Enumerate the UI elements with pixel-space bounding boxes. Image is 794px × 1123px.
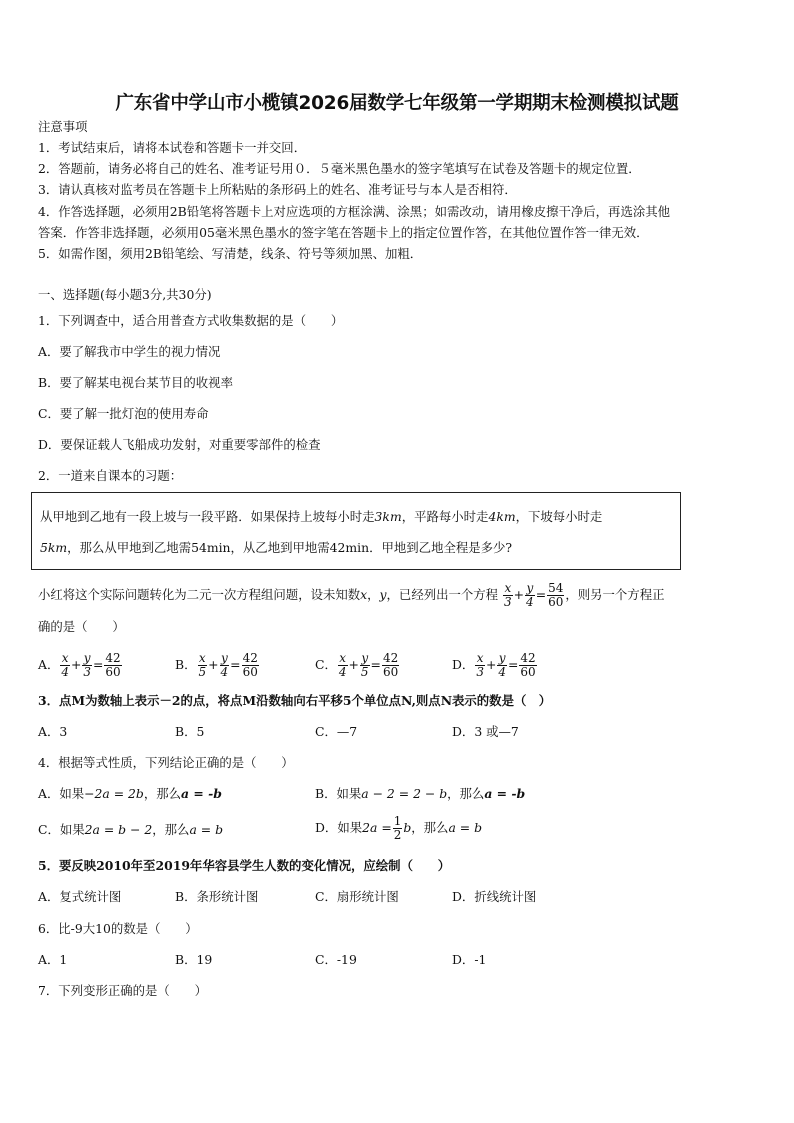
question-5-option-d: D．折线统计图 [452,889,537,904]
question-2-option-a: A． $\frac{x}{4}$ + $\frac{y}{3}$ = $\frac{42}{60}$ [38,651,121,679]
notice-item-1: 1．考试结束后，请将本试卷和答题卡一并交回． [38,140,307,155]
question-3-stem: 3．点M为数轴上表示－2的点，将点M沿数轴向右平移5个单位点N,则点N表示的数是（ ） [38,693,552,708]
question-7-stem: 7．下列变形正确的是（ ） [38,983,207,998]
question-6-option-d: D．-1 [452,952,487,967]
notice-item-5: 5．如需作图，须用2B铅笔绘、写清楚，线条、符号等须加黑、加粗． [38,246,423,261]
textbook-problem-box [31,492,681,570]
notice-item-4: 4．作答选择题，必须用2B铅笔将答题卡上对应选项的方框涂满、涂黑；如需改动，请用橡皮擦干净后，再选涂其他 [38,204,671,219]
question-5-option-c: C．扇形统计图 [315,889,399,904]
notice-item-4-cont: 答案．作答非选择题，必须用05毫米黑色墨水的签字笔在答题卡上的指定位置作答，在其他位置作答一律无效． [38,225,649,240]
question-2-description-cont: 确的是（ ） [38,619,125,634]
question-3-option-b: B．5 [175,724,205,739]
notice-heading: 注意事项 [38,119,88,134]
question-4-option-d: D．如果2a = $\frac{1}{2}$ b，那么a = b [315,814,483,842]
question-6-option-a: A．1 [38,952,68,967]
question-4-stem: 4．根据等式性质，下列结论正确的是（ ） [38,755,294,770]
question-4-option-b: B．如果a − 2 = 2 − b，那么a = -b [315,786,526,801]
section-heading: 一、选择题(每小题3分,共30分) [38,287,212,302]
question-2-description: 小红将这个实际问题转化为二元一次方程组问题，设未知数x，y，已经列出一个方程 $\frac{x}{3}$ + $\frac{y}{4}$ = $\frac{54}{60}$ ，则另一个方程正 [38,581,665,609]
question-1-stem: 1．下列调查中，适合用普查方式收集数据的是（ ） [38,313,344,328]
page-title: 广东省中学山市小榄镇2026届数学七年级第一学期期末检测模拟试题 [115,93,679,114]
question-3-option-d: D．3 或—7 [452,724,519,739]
question-6-option-c: C．-19 [315,952,357,967]
question-4-option-c: C．如果2a = b − 2，那么a = b [38,822,224,837]
question-5-option-a: A．复式统计图 [38,889,122,904]
question-1-option-a: A．要了解我市中学生的视力情况 [38,344,221,359]
question-2-option-c: C． $\frac{x}{4}$ + $\frac{y}{5}$ = $\frac{42}{60}$ [315,651,399,679]
question-1-option-b: B．要了解某电视台某节目的收视率 [38,375,233,390]
question-1-option-c: C．要了解一批灯泡的使用寿命 [38,406,209,421]
question-6-stem: 6．比-9大10的数是（ ） [38,921,198,936]
question-3-option-c: C．—7 [315,724,358,739]
given-eq-x-frac: $\frac{x}{3}$ [504,581,512,609]
question-2-option-d: D． $\frac{x}{3}$ + $\frac{y}{4}$ = $\frac{42}{60}$ [452,651,536,679]
textbook-problem-line-2: 5km，那么从甲地到乙地需54min，从乙地到甲地需42min．甲地到乙地全程是多少? [40,540,513,555]
notice-item-3: 3．请认真核对监考员在答题卡上所粘贴的条形码上的姓名、准考证号与本人是否相符． [38,182,517,197]
question-1-option-d: D．要保证载人飞船成功发射，对重要零部件的检查 [38,437,321,452]
notice-item-2: 2．答题前，请务必将自己的姓名、准考证号用０．５毫米黑色墨水的签字笔填写在试卷及答题卡的规定位置． [38,161,641,176]
question-5-stem: 5．要反映2010年至2019年华容县学生人数的变化情况，应绘制（ ） [38,858,451,873]
question-5-option-b: B．条形统计图 [175,889,259,904]
textbook-problem-line-1: 从甲地到乙地有一段上坡与一段平路．如果保持上坡每小时走3km，平路每小时走4km，下坡每小时走 [40,509,603,524]
question-2-option-b: B． $\frac{x}{5}$ + $\frac{y}{4}$ = $\frac{42}{60}$ [175,651,258,679]
given-eq-y-frac: $\frac{y}{4}$ [526,581,534,609]
question-6-option-b: B．19 [175,952,213,967]
question-2-stem: 2．一道来自课本的习题： [38,468,183,483]
question-3-option-a: A．3 [38,724,68,739]
given-eq-rhs-frac: $\frac{54}{60}$ [548,581,564,609]
question-4-option-a: A．如果−2a = 2b，那么a = -b [38,786,222,801]
